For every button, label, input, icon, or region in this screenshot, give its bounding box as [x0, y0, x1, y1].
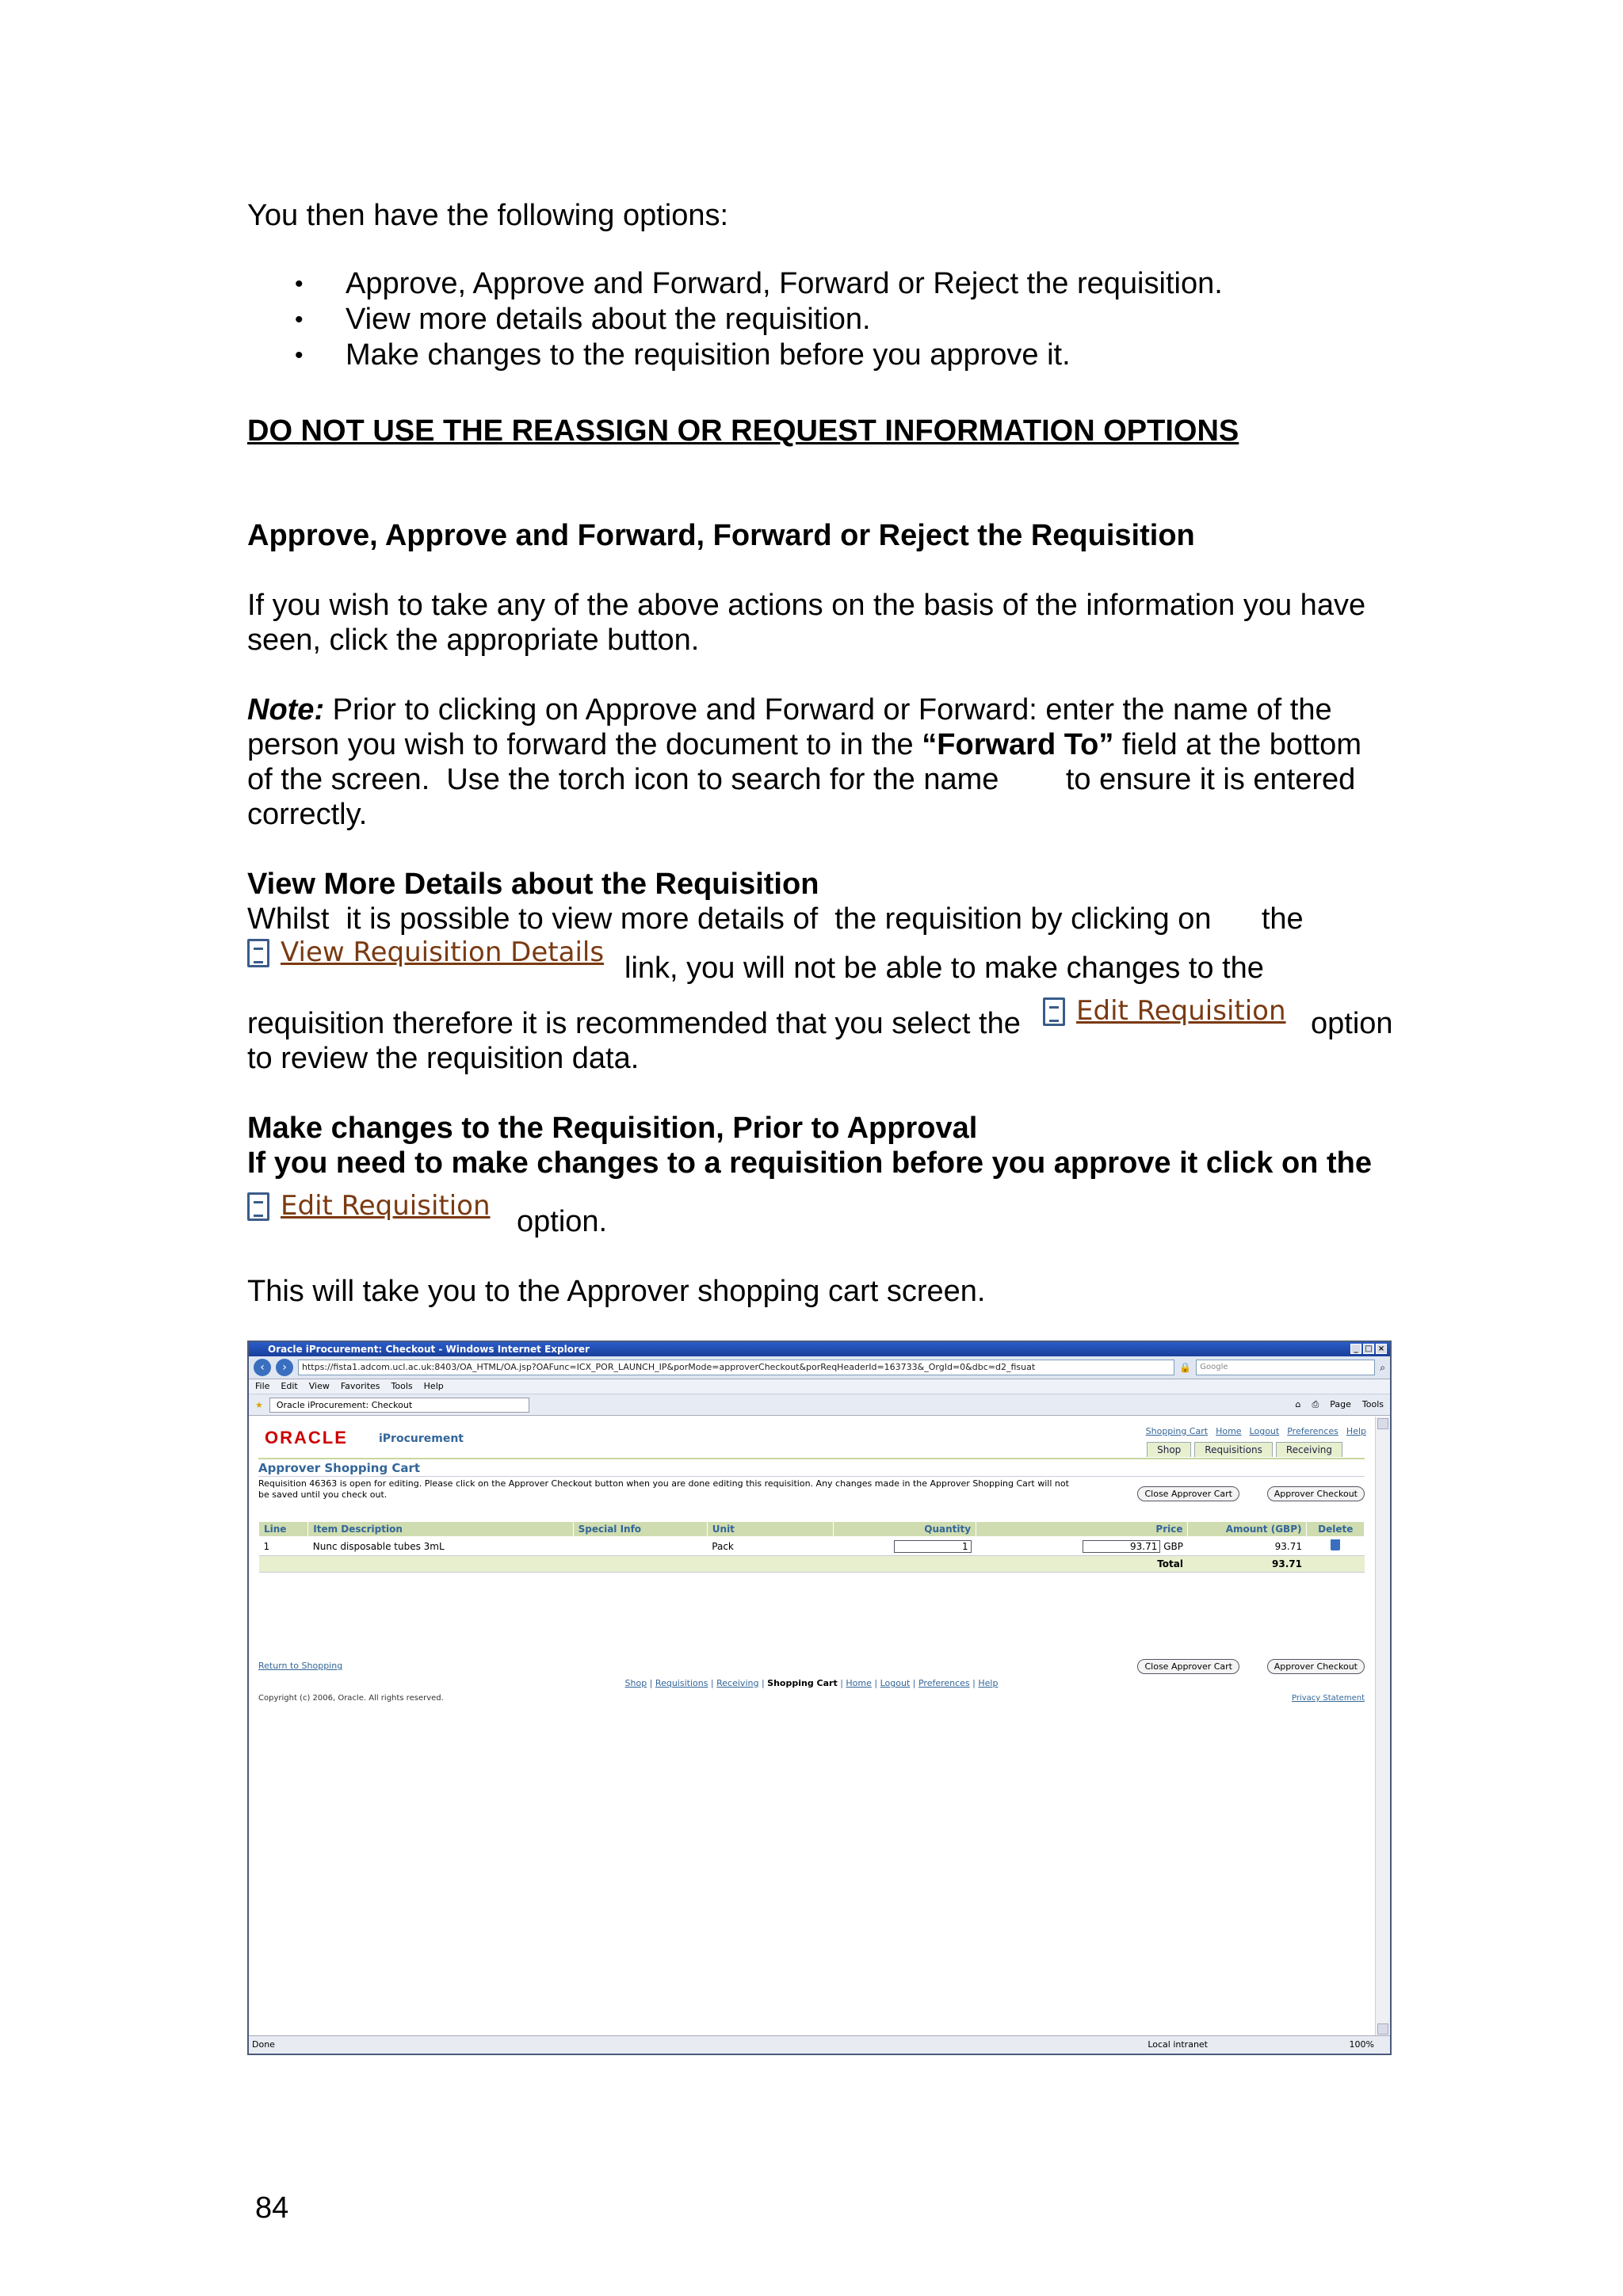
section-changes-option: option. — [517, 1205, 608, 1238]
status-bar — [249, 2035, 1390, 2054]
col-quantity: Quantity — [833, 1522, 976, 1537]
address-bar[interactable]: https://fista1.adcom.ucl.ac.uk:8403/OA_HTML/OA.jsp?OAFunc=ICX_POR_LAUNCH_IP&porMode=approverCheckout&porReqHeaderId=163733&_OrgId=0&dbc=d2_fisuat — [298, 1360, 1174, 1375]
global-link-shopping-cart[interactable]: Shopping Cart — [1145, 1426, 1209, 1436]
product-name: iProcurement — [379, 1432, 464, 1445]
edit-requisition-link[interactable] — [1043, 994, 1286, 1029]
total-value: 93.71 — [1188, 1556, 1307, 1573]
page-title: Approver Shopping Cart — [258, 1461, 421, 1475]
list-item: • View more details about the requisition. — [247, 302, 1223, 338]
col-unit: Unit — [707, 1522, 833, 1537]
menu-view[interactable]: View — [308, 1381, 330, 1391]
back-icon[interactable]: ‹ — [254, 1359, 271, 1376]
command-bar — [1295, 1399, 1384, 1410]
tab-requisitions[interactable]: Requisitions — [1194, 1442, 1273, 1457]
window-title: Oracle iProcurement: Checkout - Windows Internet Explorer — [268, 1344, 590, 1355]
home-icon[interactable]: ⌂ — [1295, 1399, 1301, 1409]
approver-checkout-button[interactable]: Approver Checkout — [1267, 1659, 1365, 1674]
cell-unit: Pack — [707, 1537, 833, 1556]
cell-description: Nunc disposable tubes 3mL — [308, 1537, 573, 1556]
edit-requisition-label: Edit Requisition — [281, 1190, 491, 1222]
cell-delete — [1307, 1537, 1365, 1556]
close-approver-cart-button[interactable]: Close Approver Cart — [1137, 1659, 1239, 1674]
section-view-heading: View More Details about the Requisition — [247, 868, 819, 901]
divider — [258, 1476, 1365, 1477]
section-approve-text-1: If you wish to take any of the above actions on the basis of the information you have — [247, 589, 1366, 622]
section-approve-heading: Approve, Approve and Forward, Forward or Reject the Requisition — [247, 519, 1195, 552]
footer-link-help[interactable]: Help — [978, 1678, 999, 1688]
footer-link-requisitions[interactable]: Requisitions — [655, 1678, 708, 1688]
menu-file[interactable]: File — [255, 1381, 270, 1391]
tab-row — [249, 1394, 1390, 1416]
page-number: 84 — [255, 2191, 289, 2225]
menu-tools[interactable]: Tools — [391, 1381, 413, 1391]
section-approve-text-2: seen, click the appropriate button. — [247, 624, 700, 657]
cell-line: 1 — [259, 1537, 308, 1556]
section-changes-bold: If you need to make changes to a requisition before you approve it click on the — [247, 1146, 1372, 1180]
close-approver-cart-button[interactable]: Close Approver Cart — [1137, 1486, 1239, 1501]
browser-tab[interactable]: Oracle iProcurement: Checkout — [269, 1398, 529, 1413]
note-text-1: Prior to clicking on Approve and Forward or Forward: enter the name of the — [324, 693, 1332, 727]
total-label: Total — [976, 1556, 1188, 1573]
total-spacer — [259, 1556, 976, 1573]
browser-screenshot — [247, 1341, 1392, 2055]
maximize-icon[interactable]: □ — [1363, 1344, 1374, 1354]
edit-requisition-label: Edit Requisition — [1076, 995, 1286, 1027]
section-view-text-1: Whilst it is possible to view more details of the requisition by clicking on the — [247, 902, 1304, 936]
view-requisition-details-label: View Requisition Details — [281, 936, 605, 968]
search-icon[interactable]: ⌕ — [1380, 1361, 1385, 1373]
section-view-text-3b: option — [1311, 1007, 1393, 1040]
cell-amount: 93.71 — [1188, 1537, 1307, 1556]
section-view-text-2: link, you will not be able to make changes to the — [624, 952, 1264, 985]
global-links — [1146, 1426, 1366, 1436]
document-icon — [1043, 997, 1065, 1026]
menu-bar — [249, 1379, 1390, 1394]
approver-checkout-button[interactable]: Approver Checkout — [1267, 1486, 1365, 1501]
window-controls — [1350, 1344, 1387, 1354]
oracle-logo: ORACLE — [265, 1428, 348, 1447]
zoom-level[interactable]: 100% — [1349, 2039, 1374, 2050]
options-list — [247, 266, 1223, 373]
cell-special-info — [573, 1537, 707, 1556]
document-icon — [247, 1192, 269, 1221]
note-line-3: of the screen. Use the torch icon to search for the name to ensure it is entered — [247, 763, 1356, 796]
vertical-scrollbar[interactable] — [1375, 1417, 1390, 2036]
global-link-logout[interactable]: Logout — [1249, 1426, 1280, 1436]
view-requisition-details-link[interactable] — [247, 935, 604, 971]
total-row — [259, 1556, 1365, 1573]
col-price: Price — [976, 1522, 1188, 1537]
total-empty — [1307, 1556, 1365, 1573]
section-changes-line — [247, 1188, 491, 1230]
note-line-4: correctly. — [247, 798, 368, 831]
footer-links: Shop | Requisitions | Receiving | Shopping Cart | Home | Logout | Preferences | Help — [624, 1678, 999, 1688]
quantity-input[interactable]: 1 — [894, 1540, 972, 1553]
price-input[interactable]: 93.71 — [1083, 1540, 1160, 1553]
cell-quantity — [833, 1537, 976, 1556]
footer-link-home[interactable]: Home — [846, 1678, 872, 1688]
menu-favorites[interactable]: Favorites — [340, 1381, 380, 1391]
global-link-preferences[interactable]: Preferences — [1287, 1426, 1338, 1436]
return-to-shopping-link[interactable]: Return to Shopping — [258, 1661, 343, 1671]
section-view-text-4: to review the requisition data. — [247, 1042, 640, 1075]
intro-text: You then have the following options: — [247, 199, 729, 232]
footer-link-logout[interactable]: Logout — [880, 1678, 911, 1688]
menu-edit[interactable]: Edit — [281, 1381, 298, 1391]
security-zone: Local intranet — [1148, 2039, 1208, 2050]
edit-requisition-inline — [1043, 994, 1286, 1035]
footer-current-shopping-cart: Shopping Cart — [767, 1678, 838, 1688]
table-row — [259, 1537, 1365, 1556]
page-content — [249, 1417, 1374, 2036]
forward-to-label: “Forward To” — [922, 728, 1114, 761]
note-label: Note: — [247, 693, 325, 727]
lock-icon: 🔒 — [1179, 1362, 1192, 1373]
col-delete: Delete — [1307, 1522, 1365, 1537]
minimize-icon[interactable]: _ — [1350, 1344, 1361, 1354]
section-view-text-3: requisition therefore it is recommended that you select the — [247, 1007, 1021, 1040]
col-special-info: Special Info — [573, 1522, 707, 1537]
search-input[interactable]: Google — [1196, 1360, 1375, 1375]
window-title-bar — [249, 1342, 1390, 1356]
cell-price — [976, 1537, 1188, 1556]
currency: GBP — [1163, 1540, 1183, 1552]
section-view-line-2 — [247, 935, 604, 976]
trash-icon[interactable] — [1331, 1539, 1340, 1550]
page-menu[interactable]: Page — [1330, 1399, 1351, 1409]
menu-help[interactable]: Help — [423, 1381, 444, 1391]
edit-requisition-link[interactable] — [247, 1188, 491, 1224]
global-link-help[interactable]: Help — [1346, 1426, 1366, 1436]
status-text: Done — [252, 2039, 275, 2050]
note-line-2 — [247, 727, 1361, 763]
note-line-1 — [247, 692, 1332, 728]
cart-table — [258, 1521, 1365, 1573]
global-link-home[interactable]: Home — [1216, 1426, 1242, 1436]
note-text-2a: person you wish to forward the document to in the — [247, 728, 922, 761]
note-text-2c: field at the bottom — [1113, 728, 1361, 761]
privacy-statement-link[interactable]: Privacy Statement — [1291, 1694, 1365, 1703]
section-changes-heading: Make changes to the Requisition, Prior to Approval — [247, 1112, 978, 1145]
tab-receiving[interactable]: Receiving — [1276, 1442, 1342, 1457]
col-amount: Amount (GBP) — [1188, 1522, 1307, 1537]
warning-heading: DO NOT USE THE REASSIGN OR REQUEST INFORMATION OPTIONS — [247, 414, 1239, 448]
footer-link-shop[interactable]: Shop — [624, 1678, 647, 1688]
col-line: Line — [259, 1522, 308, 1537]
col-item-description: Item Description — [308, 1522, 573, 1537]
app-tabs — [1147, 1442, 1342, 1457]
tools-menu[interactable]: Tools — [1361, 1399, 1384, 1409]
document-icon — [247, 939, 269, 967]
footer-link-receiving[interactable]: Receiving — [716, 1678, 759, 1688]
close-icon[interactable]: × — [1376, 1344, 1387, 1354]
print-icon[interactable]: ⎙ — [1312, 1399, 1319, 1409]
copyright: Copyright (c) 2006, Oracle. All rights reserved. — [258, 1694, 444, 1703]
table-header-row — [259, 1522, 1365, 1537]
favorites-star-icon[interactable]: ★ — [255, 1399, 263, 1410]
footer-link-preferences[interactable]: Preferences — [918, 1678, 970, 1688]
list-item: • Approve, Approve and Forward, Forward or Reject the requisition. — [247, 266, 1223, 302]
forward-icon[interactable]: › — [276, 1359, 293, 1376]
divider — [258, 1458, 1365, 1459]
tab-shop[interactable]: Shop — [1147, 1442, 1191, 1457]
address-row — [249, 1356, 1390, 1379]
list-item: • Make changes to the requisition before you approve it. — [247, 338, 1223, 373]
section-changes-end: This will take you to the Approver shopping cart screen. — [247, 1275, 986, 1308]
info-message: Requisition 46363 is open for editing. Please click on the Approver Checkout button when you are done editing this requisition. Any changes made in the Approver Shopping Cart will not be saved until you check out. — [258, 1478, 1069, 1500]
